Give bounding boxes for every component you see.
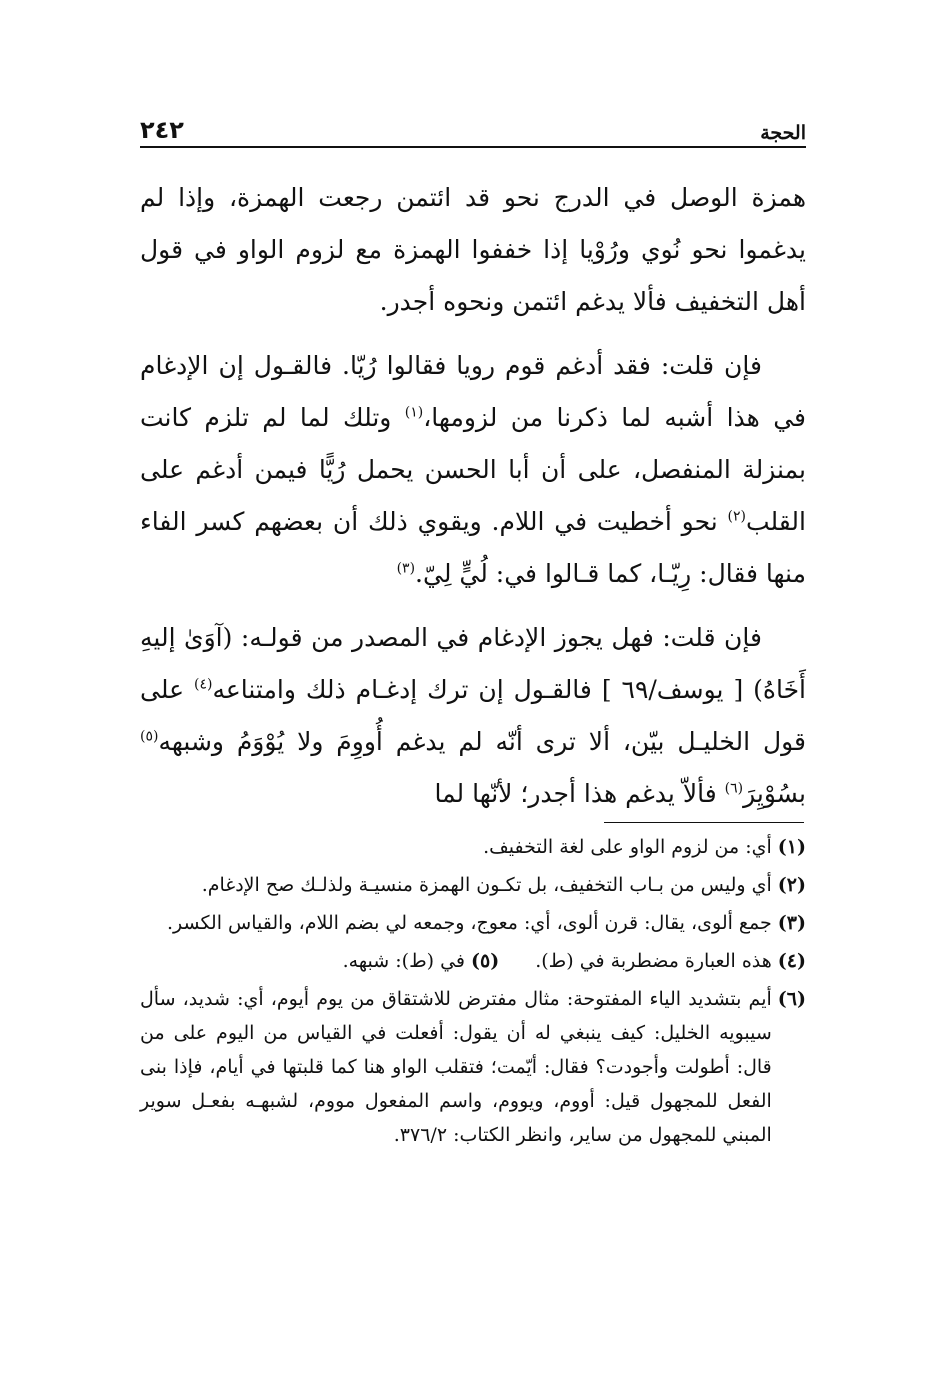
paragraph-2-part-c: نحو أخطيت في اللام. ويقوي ذلك أن بعضهم كسر الفاء منها فقال: رِيّـا، كما قـالوا في: لُيٍّ لِيّ. (140, 507, 806, 588)
footnote-number: (٦) (777, 988, 806, 1010)
footnote-separator (604, 822, 804, 823)
main-text (140, 172, 806, 832)
paragraph-3-part-b: على قول الخليـل بيّن، ألا ترى أنّه لم يدغم أُووِمَ ولا يُوْوَمُ وشبهه (140, 675, 806, 756)
footnote-number: (١) (777, 836, 806, 858)
footnote-6 (140, 982, 806, 1152)
footnotes (140, 830, 806, 1156)
paragraph-3-part-d: فألاّ يدغم هذا أجدر؛ لأنّها لما (434, 779, 725, 808)
page-header (140, 108, 806, 144)
paragraph-3-part-c: بسُوْيِرَ (743, 779, 806, 808)
footnote-ref-2[interactable]: (٢) (727, 508, 746, 525)
paragraph-3-part-a: فإن قلت: فهل يجوز الإدغام في المصدر من قولـه: (آوَىٰ إليهِ أَخَاهُ) [ يوسف/٦٩ ] فالقـول إن ترك إدغـام ذلك وامتناعه (140, 623, 807, 704)
footnote-text: أي: من لزوم الواو على لغة التخفيف. (483, 836, 772, 858)
footnote-5 (343, 944, 500, 978)
running-title: الحجة (760, 122, 806, 144)
footnote-number: (٢) (777, 874, 806, 896)
header-rule (140, 146, 806, 148)
paragraph-2 (140, 340, 806, 600)
page-number: ٢٤٢ (140, 116, 184, 144)
footnote-number: (٣) (777, 912, 806, 934)
footnote-1 (140, 830, 806, 864)
footnote-number: (٤) (777, 950, 806, 972)
footnote-text: أيم بتشديد الياء المفتوحة: مثال مفترض للاشتقاق من يوم أيوم، أي: شديد، سأل سيبويه الخليل: كيف ينبغي له أن يقول: أفعلت في القياس من اليوم على من قال: أطولت وأجودت؟ فقال: أيّمت؛ فتقلب الواو هنا كما قلبتها في أيام، فإذا بنى الفعل للمجهول قيل: أووم، ويووم، واسم المفعول مووم، لشبهـه بفعـل سوير المبني للمجهول من ساير، وانظر الكتاب: ٣٧٦/٢. (140, 988, 772, 1146)
footnote-4 (535, 944, 806, 978)
footnote-ref-1[interactable]: (١) (404, 404, 424, 421)
paragraph-2-part-b: وتلك لما لم تلزم كانت بمنزلة المنفصل، على أن أبا الحسن يحمل رُيًّا فيمن أدغم على القلب (140, 403, 806, 536)
footnote-text: أي وليس من بـاب التخفيف، بل تكـون الهمزة منسيـة ولذلـك صح الإدغام. (201, 874, 772, 896)
footnote-number: (٥) (471, 950, 500, 972)
paragraph-1: همزة الوصل في الدرج نحو قد ائتمن رجعت الهمزة، وإذا لم يدغموا نحو نُوي ورُوْيا إذا خففوا الهمزة مع لزوم الواو في قول أهل التخفيف فألا يدغم ائتمن ونحوه أجدر. (140, 183, 806, 316)
paragraph-3 (140, 612, 806, 820)
footnote-ref-3[interactable]: (٣) (396, 560, 416, 577)
footnote-text: في (ط): شبهه. (342, 950, 466, 972)
footnote-2 (140, 868, 806, 902)
footnote-3 (140, 906, 806, 940)
footnote-text: جمع ألوى، يقال: قرن ألوى، أي: معوج، وجمعه لي بضم اللام، والقياس الكسر. (166, 912, 772, 934)
paragraph-2-part-a: فإن قلت: فقد أدغم قوم رويا فقالوا رُيّا. فالقـول إن الإدغام في هذا أشبه لما ذكرنا من لزومها، (140, 351, 806, 432)
footnote-ref-6[interactable]: (٦) (724, 780, 744, 797)
footnotes-4-5-row (140, 944, 806, 978)
footnote-ref-5[interactable]: (٥) (140, 728, 159, 745)
footnote-text: هذه العبارة مضطربة في (ط). (535, 950, 772, 972)
footnote-ref-4[interactable]: (٤) (193, 676, 213, 693)
